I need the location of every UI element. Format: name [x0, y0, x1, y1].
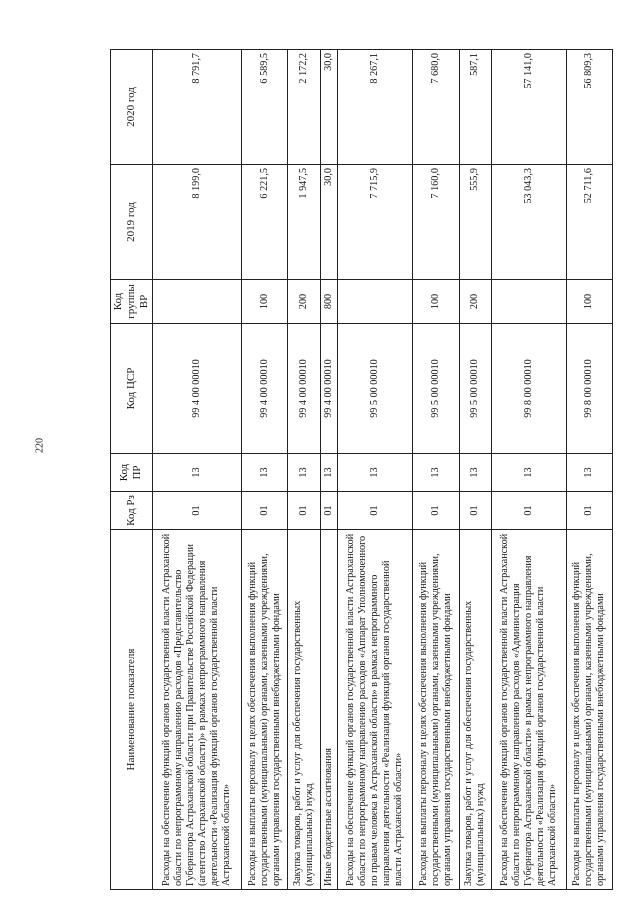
- row-pr-cell: 13: [288, 454, 320, 492]
- row-csr-cell: 99 5 00 00010: [459, 324, 491, 454]
- row-2020-cell: 57 141,0: [491, 50, 566, 165]
- row-2020-cell: 7 680,0: [413, 50, 459, 165]
- row-name-cell: Иные бюджетные ассигнования: [320, 530, 338, 890]
- row-rz-cell: 01: [338, 492, 413, 530]
- header-rz: Код Рз: [111, 492, 153, 530]
- row-2020-cell: 587,1: [459, 50, 491, 165]
- row-pr-cell: 13: [320, 454, 338, 492]
- row-vr-cell: [491, 280, 566, 324]
- row-pr-cell: 13: [413, 454, 459, 492]
- row-name-cell: Расходы на выплаты персоналу в целях обеспечения выполнения функций государственными (муниципальными) органами, казенными учреждениями, органами управления государственными внебюджетными фондами: [242, 530, 288, 890]
- row-2019-cell: 555,9: [459, 165, 491, 280]
- table-row: [338, 50, 413, 890]
- table-row: [288, 50, 320, 890]
- row-rz-cell: 01: [288, 492, 320, 530]
- row-2019-cell: 7 160,0: [413, 165, 459, 280]
- row-pr-cell: 13: [338, 454, 413, 492]
- row-2020-cell: 8 267,1: [338, 50, 413, 165]
- row-2020-cell: 2 172,2: [288, 50, 320, 165]
- row-csr-cell: 99 8 00 00010: [491, 324, 566, 454]
- row-pr-cell: 13: [242, 454, 288, 492]
- header-vr: Код группы ВР: [111, 280, 153, 324]
- table-row: [459, 50, 491, 890]
- row-csr-cell: 99 4 00 00010: [242, 324, 288, 454]
- row-csr-cell: 99 8 00 00010: [566, 324, 612, 454]
- row-2019-cell: 1 947,5: [288, 165, 320, 280]
- table-row: [413, 50, 459, 890]
- row-csr-cell: 99 4 00 00010: [152, 324, 241, 454]
- row-name-cell: Закупка товаров, работ и услуг для обеспечения государственных (муниципальных) нужд: [288, 530, 320, 890]
- row-2019-cell: 7 715,9: [338, 165, 413, 280]
- row-name-cell: Закупка товаров, работ и услуг для обеспечения государственных (муниципальных) нужд: [459, 530, 491, 890]
- row-pr-cell: 13: [491, 454, 566, 492]
- row-csr-cell: 99 4 00 00010: [288, 324, 320, 454]
- row-vr-cell: 100: [566, 280, 612, 324]
- row-rz-cell: 01: [566, 492, 612, 530]
- table-row: [152, 50, 241, 890]
- table-header-row: [111, 50, 153, 890]
- row-2019-cell: 30,0: [320, 165, 338, 280]
- row-vr-cell: 200: [288, 280, 320, 324]
- header-2019: 2019 год: [111, 165, 153, 280]
- row-rz-cell: 01: [242, 492, 288, 530]
- row-2019-cell: 52 711,6: [566, 165, 612, 280]
- table-row: [320, 50, 338, 890]
- header-name: Наименование показателя: [111, 530, 153, 890]
- row-vr-cell: 100: [242, 280, 288, 324]
- row-2020-cell: 30,0: [320, 50, 338, 165]
- header-csr: Код ЦСР: [111, 324, 153, 454]
- table-row: [566, 50, 612, 890]
- row-name-cell: Расходы на выплаты персоналу в целях обеспечения выполнения функций государственными (муниципальными) органами, казенными учреждениями, органами управления государственными внебюджетными фондами: [413, 530, 459, 890]
- row-csr-cell: 99 4 00 00010: [320, 324, 338, 454]
- row-2019-cell: 53 043,3: [491, 165, 566, 280]
- row-2020-cell: 8 791,7: [152, 50, 241, 165]
- row-rz-cell: 01: [491, 492, 566, 530]
- row-rz-cell: 01: [459, 492, 491, 530]
- row-rz-cell: 01: [413, 492, 459, 530]
- row-vr-cell: [152, 280, 241, 324]
- row-2020-cell: 56 809,3: [566, 50, 612, 165]
- row-name-cell: Расходы на выплаты персоналу в целях обеспечения выполнения функций государственными (муниципальными) органами, казенными учреждениями, органами управления государственными внебюджетными фондами: [566, 530, 612, 890]
- row-vr-cell: 200: [459, 280, 491, 324]
- row-rz-cell: 01: [152, 492, 241, 530]
- row-2019-cell: 6 221,5: [242, 165, 288, 280]
- table-row: [491, 50, 566, 890]
- row-vr-cell: [338, 280, 413, 324]
- budget-table: [110, 49, 613, 890]
- row-csr-cell: 99 5 00 00010: [413, 324, 459, 454]
- row-pr-cell: 13: [459, 454, 491, 492]
- rotated-table-container: [110, 50, 613, 890]
- page-number: 220: [34, 438, 46, 453]
- row-pr-cell: 13: [152, 454, 241, 492]
- row-vr-cell: 100: [413, 280, 459, 324]
- row-name-cell: Расходы на обеспечение функций органов государственной власти Астраханской области по непрограммному направлению расходов «Администрация Губернатора Астраханской области» в рамках непрограммного направления деятельности «Реализация функций органов государственной власти Астраханской области»: [491, 530, 566, 890]
- row-name-cell: Расходы на обеспечение функций органов государственной власти Астраханской области по непрограммному направлению расходов «Аппарат Уполномоченного по правам человека в Астраханской области» в рамках непрограммного направления деятельности «Реализация функций органов государственной власти Астраханской области»: [338, 530, 413, 890]
- header-pr: Код ПР: [111, 454, 153, 492]
- row-vr-cell: 800: [320, 280, 338, 324]
- row-2020-cell: 6 589,5: [242, 50, 288, 165]
- table-body: [152, 50, 612, 890]
- row-rz-cell: 01: [320, 492, 338, 530]
- table-row: [242, 50, 288, 890]
- row-pr-cell: 13: [566, 454, 612, 492]
- header-2020: 2020 год: [111, 50, 153, 165]
- row-csr-cell: 99 5 00 00010: [338, 324, 413, 454]
- row-2019-cell: 8 199,0: [152, 165, 241, 280]
- row-name-cell: Расходы на обеспечение функций органов государственной власти Астраханской области по непрограммному направлению расходов «Представительство Губернатора Астраханской области при Правительстве Российской Федерации (агентство Астраханской области)» в рамках непрограммного направления деятельности «Реализация функций органов государственной власти Астраханской области»: [152, 530, 241, 890]
